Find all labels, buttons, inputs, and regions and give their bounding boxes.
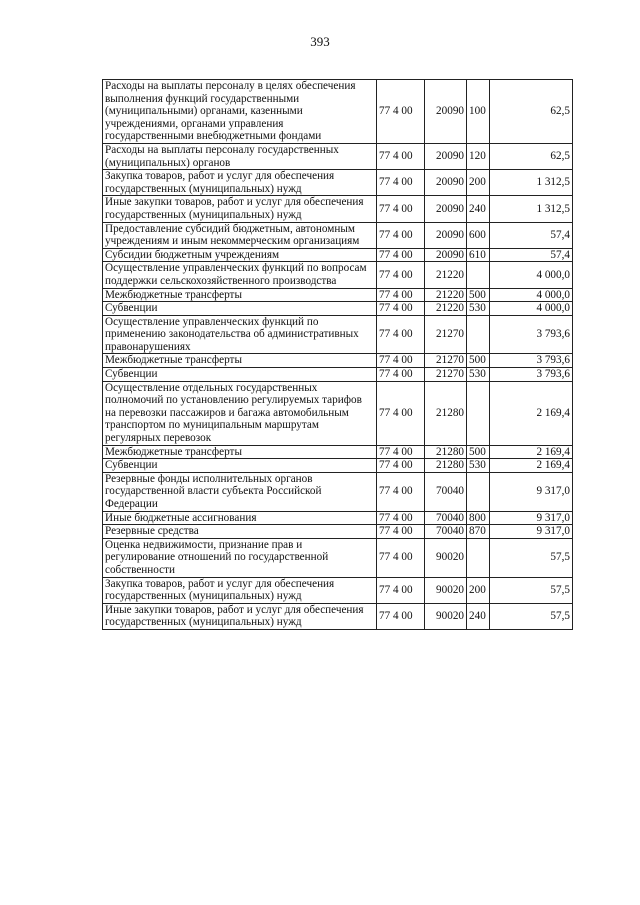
row-name-cell: Расходы на выплаты персоналу государственных (муниципальных) органов [103,143,377,169]
row-program-code-cell: 77 4 00 [377,222,425,248]
row-expense-type-cell [467,315,490,354]
row-direction-code-cell: 90020 [425,603,467,629]
row-expense-type-cell: 500 [467,288,490,302]
row-name-cell: Межбюджетные трансферты [103,445,377,459]
row-expense-type-cell: 500 [467,354,490,368]
row-program-code-cell: 77 4 00 [377,288,425,302]
row-program-code-cell: 77 4 00 [377,381,425,445]
row-direction-code-cell: 20090 [425,170,467,196]
table-row [103,511,573,525]
row-expense-type-cell: 240 [467,603,490,629]
row-direction-code-cell: 70040 [425,472,467,511]
row-program-code-cell: 77 4 00 [377,368,425,382]
row-program-code-cell: 77 4 00 [377,196,425,222]
row-sum-cell: 57,4 [490,222,573,248]
row-name-cell: Осуществление управленческих функций по применению законодательства об административных правонарушениях [103,315,377,354]
row-program-code-cell: 77 4 00 [377,315,425,354]
row-direction-code-cell: 21270 [425,354,467,368]
row-expense-type-cell: 800 [467,511,490,525]
row-name-cell: Закупка товаров, работ и услуг для обеспечения государственных (муниципальных) нужд [103,170,377,196]
table-row [103,577,573,603]
row-expense-type-cell: 610 [467,248,490,262]
row-direction-code-cell: 20090 [425,248,467,262]
row-name-cell: Субвенции [103,368,377,382]
row-program-code-cell: 77 4 00 [377,170,425,196]
row-sum-cell: 57,4 [490,248,573,262]
row-sum-cell: 1 312,5 [490,196,573,222]
row-direction-code-cell: 90020 [425,577,467,603]
table-row [103,222,573,248]
row-sum-cell: 3 793,6 [490,368,573,382]
row-name-cell: Межбюджетные трансферты [103,288,377,302]
row-direction-code-cell: 20090 [425,80,467,144]
row-sum-cell: 9 317,0 [490,525,573,539]
row-name-cell: Иные закупки товаров, работ и услуг для обеспечения государственных (муниципальных) нужд [103,603,377,629]
row-expense-type-cell [467,262,490,288]
row-name-cell: Осуществление управленческих функций по вопросам поддержки сельскохозяйственного производства [103,262,377,288]
table-row [103,143,573,169]
row-expense-type-cell: 200 [467,577,490,603]
table-row [103,302,573,316]
row-name-cell: Резервные средства [103,525,377,539]
row-direction-code-cell: 21220 [425,302,467,316]
row-program-code-cell: 77 4 00 [377,354,425,368]
table-row [103,472,573,511]
row-direction-code-cell: 21280 [425,381,467,445]
row-expense-type-cell: 200 [467,170,490,196]
row-expense-type-cell: 240 [467,196,490,222]
row-expense-type-cell: 120 [467,143,490,169]
row-direction-code-cell: 21270 [425,315,467,354]
row-sum-cell: 2 169,4 [490,445,573,459]
row-program-code-cell: 77 4 00 [377,511,425,525]
row-sum-cell: 57,5 [490,538,573,577]
row-program-code-cell: 77 4 00 [377,80,425,144]
row-program-code-cell: 77 4 00 [377,248,425,262]
row-direction-code-cell: 20090 [425,143,467,169]
table-row [103,354,573,368]
row-expense-type-cell: 530 [467,368,490,382]
row-expense-type-cell: 530 [467,302,490,316]
row-program-code-cell: 77 4 00 [377,262,425,288]
row-name-cell: Закупка товаров, работ и услуг для обеспечения государственных (муниципальных) нужд [103,577,377,603]
row-direction-code-cell: 21220 [425,262,467,288]
row-sum-cell: 62,5 [490,143,573,169]
row-program-code-cell: 77 4 00 [377,302,425,316]
table-row [103,170,573,196]
row-sum-cell: 9 317,0 [490,472,573,511]
table-row [103,538,573,577]
row-expense-type-cell: 100 [467,80,490,144]
row-direction-code-cell: 21280 [425,459,467,473]
table-row [103,248,573,262]
row-sum-cell: 3 793,6 [490,315,573,354]
table-row [103,368,573,382]
row-expense-type-cell: 600 [467,222,490,248]
table-row [103,445,573,459]
row-name-cell: Оценка недвижимости, признание прав и регулирование отношений по государственной собственности [103,538,377,577]
table-row [103,525,573,539]
table-row [103,196,573,222]
table-row [103,315,573,354]
row-program-code-cell: 77 4 00 [377,525,425,539]
budget-table [102,79,573,630]
row-sum-cell: 4 000,0 [490,262,573,288]
row-direction-code-cell: 70040 [425,525,467,539]
row-sum-cell: 1 312,5 [490,170,573,196]
row-program-code-cell: 77 4 00 [377,603,425,629]
budget-table-body [103,80,573,630]
table-row [103,603,573,629]
row-expense-type-cell [467,472,490,511]
row-sum-cell: 3 793,6 [490,354,573,368]
row-direction-code-cell: 21270 [425,368,467,382]
row-direction-code-cell: 90020 [425,538,467,577]
row-expense-type-cell: 530 [467,459,490,473]
row-expense-type-cell: 870 [467,525,490,539]
row-sum-cell: 4 000,0 [490,288,573,302]
row-program-code-cell: 77 4 00 [377,538,425,577]
row-name-cell: Осуществление отдельных государственных полномочий по установлению регулируемых тарифов на перевозки пассажиров и багажа автомобильным транспортом по муниципальным маршрутам регулярных перевозок [103,381,377,445]
row-expense-type-cell: 500 [467,445,490,459]
table-row [103,459,573,473]
table-row [103,80,573,144]
row-name-cell: Иные закупки товаров, работ и услуг для обеспечения государственных (муниципальных) нужд [103,196,377,222]
row-name-cell: Субвенции [103,302,377,316]
page-number: 393 [310,34,330,49]
row-sum-cell: 2 169,4 [490,459,573,473]
row-sum-cell: 4 000,0 [490,302,573,316]
row-program-code-cell: 77 4 00 [377,143,425,169]
row-expense-type-cell [467,381,490,445]
row-direction-code-cell: 70040 [425,511,467,525]
table-row [103,381,573,445]
row-name-cell: Субвенции [103,459,377,473]
row-name-cell: Межбюджетные трансферты [103,354,377,368]
row-sum-cell: 2 169,4 [490,381,573,445]
row-direction-code-cell: 21280 [425,445,467,459]
row-name-cell: Расходы на выплаты персоналу в целях обеспечения выполнения функций государственными (муниципальными) органами, казенными учреждениями, органами управления государственными внебюджетными фондами [103,80,377,144]
row-program-code-cell: 77 4 00 [377,472,425,511]
row-program-code-cell: 77 4 00 [377,577,425,603]
row-direction-code-cell: 20090 [425,196,467,222]
row-sum-cell: 57,5 [490,577,573,603]
row-name-cell: Предоставление субсидий бюджетным, автономным учреждениям и иным некоммерческим организациям [103,222,377,248]
table-row [103,262,573,288]
row-program-code-cell: 77 4 00 [377,459,425,473]
row-direction-code-cell: 20090 [425,222,467,248]
row-sum-cell: 62,5 [490,80,573,144]
row-name-cell: Субсидии бюджетным учреждениям [103,248,377,262]
row-name-cell: Резервные фонды исполнительных органов государственной власти субъекта Российской Федерации [103,472,377,511]
row-direction-code-cell: 21220 [425,288,467,302]
row-program-code-cell: 77 4 00 [377,445,425,459]
row-sum-cell: 57,5 [490,603,573,629]
row-sum-cell: 9 317,0 [490,511,573,525]
table-row [103,288,573,302]
row-name-cell: Иные бюджетные ассигнования [103,511,377,525]
row-expense-type-cell [467,538,490,577]
